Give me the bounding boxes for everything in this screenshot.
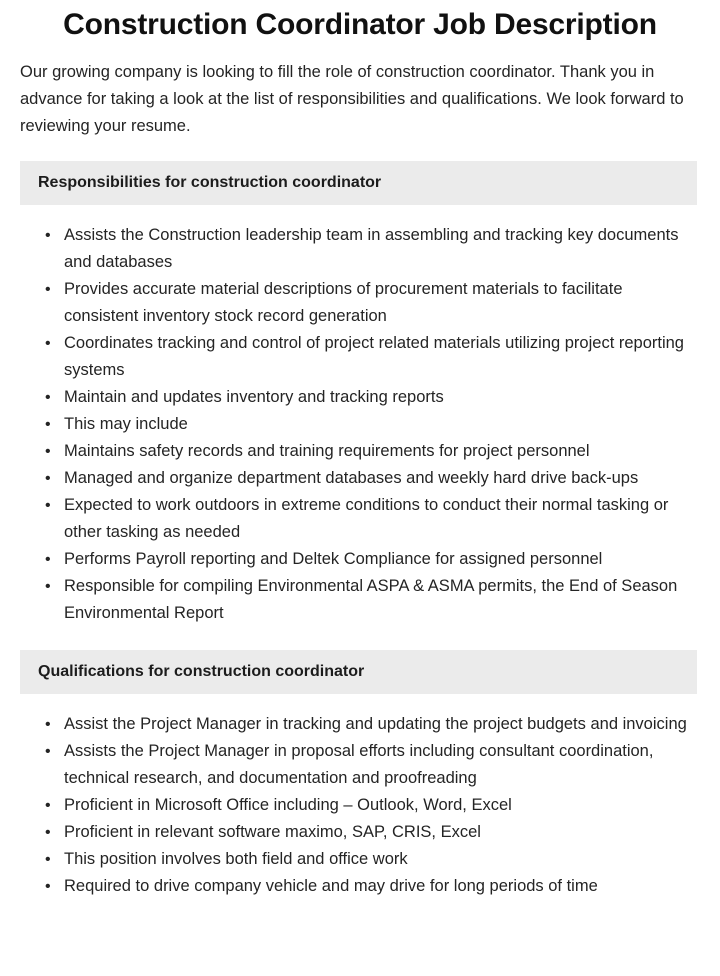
responsibilities-list: [0, 205, 720, 627]
list-item: • Managed and organize department databases and weekly hard drive back-ups: [45, 465, 695, 492]
list-item: • Assists the Project Manager in proposal efforts including consultant coordination, technical research, and documentation and proofreading: [45, 738, 695, 792]
section-responsibilities: [0, 161, 720, 627]
section-header-qualifications: Qualifications for construction coordinator: [20, 650, 697, 694]
list-item: • Proficient in Microsoft Office including – Outlook, Word, Excel: [45, 792, 695, 819]
list-item: • Maintain and updates inventory and tracking reports: [45, 384, 695, 411]
list-item: • Provides accurate material descriptions of procurement materials to facilitate consistent inventory stock record generation: [45, 276, 695, 330]
intro-paragraph: Our growing company is looking to fill the role of construction coordinator. Thank you in advance for taking a look at the list of responsibilities and qualifications. We look forward to reviewing your resume.: [20, 63, 684, 135]
section-qualifications: [0, 650, 720, 900]
page-title: Construction Coordinator Job Description: [63, 8, 657, 41]
list-item: • Performs Payroll reporting and Deltek Compliance for assigned personnel: [45, 546, 695, 573]
list-item: • Assist the Project Manager in tracking and updating the project budgets and invoicing: [45, 711, 695, 738]
list-item: • Responsible for compiling Environmental ASPA & ASMA permits, the End of Season Environmental Report: [45, 573, 695, 627]
list-item: • This may include: [45, 411, 695, 438]
list-item: • Expected to work outdoors in extreme conditions to conduct their normal tasking or other tasking as needed: [45, 492, 695, 546]
list-item: • Maintains safety records and training requirements for project personnel: [45, 438, 695, 465]
list-item: • Assists the Construction leadership team in assembling and tracking key documents and databases: [45, 222, 695, 276]
list-item: • Required to drive company vehicle and may drive for long periods of time: [45, 873, 695, 900]
section-header-responsibilities: Responsibilities for construction coordinator: [20, 161, 697, 205]
qualifications-list: [0, 694, 720, 900]
list-item: • This position involves both field and office work: [45, 846, 695, 873]
list-item: • Proficient in relevant software maximo, SAP, CRIS, Excel: [45, 819, 695, 846]
list-item: • Coordinates tracking and control of project related materials utilizing project reporting systems: [45, 330, 695, 384]
